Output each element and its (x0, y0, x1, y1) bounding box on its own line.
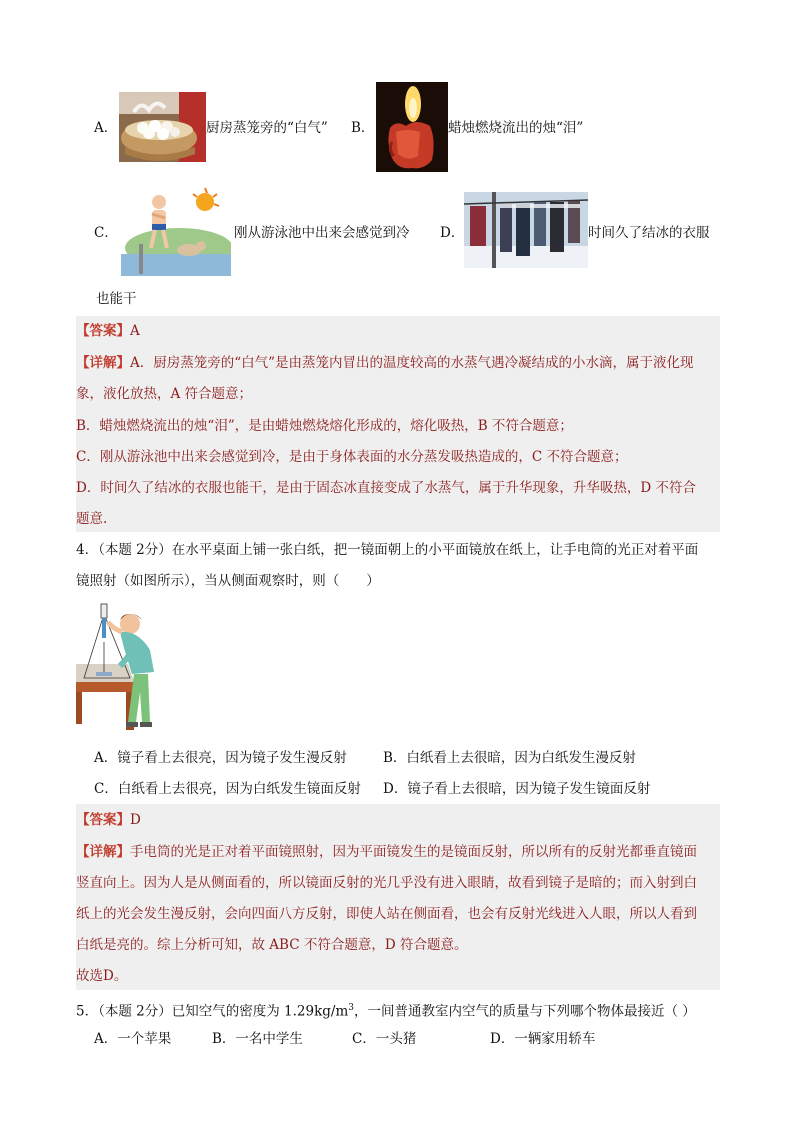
q4-option-b: B．白纸看上去很暗，因为白纸发生漫反射 (383, 750, 636, 766)
candle-photo (376, 82, 448, 172)
option-d-continuation: 也能干 (96, 291, 137, 307)
q5-stem-superscript: 3 (348, 1003, 354, 1013)
q3-detail-line-2: 象，液化放热，A 符合题意； (76, 386, 253, 402)
q4-answer-block (76, 804, 720, 990)
q5-option-d: D．一辆家用轿车 (490, 1031, 596, 1047)
answer-value: D (130, 812, 141, 828)
q3-detail-line-3: B．蜡烛燃烧流出的烛“泪”，是由蜡烛燃烧熔化形成的，熔化吸热，B 不符合题意； (76, 418, 573, 434)
option-c-letter: C． (94, 225, 118, 241)
steamer-photo (119, 92, 206, 162)
option-a-letter: A． (94, 120, 118, 136)
q4-option-a: A．镜子看上去很亮，因为镜子发生漫反射 (94, 750, 347, 766)
q4-detail-line-4: 白纸是亮的。综上分析可知，故 ABC 不符合题意，D 符合题意。 (76, 937, 468, 953)
option-a-text: 厨房蒸笼旁的“白气” (206, 120, 328, 136)
q5-stem (76, 999, 696, 1021)
detail-label: 【详解】 (76, 844, 130, 860)
q4-option-c: C．白纸看上去很亮，因为白纸发生镜面反射 (94, 781, 361, 797)
detail-text: 手电筒的光是正对着平面镜照射，因为平面镜发生的是镜面反射，所以所有的反射光都垂直镜面 (130, 844, 697, 860)
q5-option-b: B．一名中学生 (212, 1031, 303, 1047)
q4-detail-line-3: 纸上的光会发生漫反射，会向四面八方反射，即使人站在侧面看，也会有反射光线进入人眼，所以人看到 (76, 906, 697, 922)
detail-text: A．厨房蒸笼旁的“白气”是由蒸笼内冒出的温度较高的水蒸气遇冷凝结成的小水滴，属于液化现 (130, 355, 694, 371)
answer-label: 【答案】 (76, 812, 130, 828)
q3-detail-line-6: 题意. (76, 511, 108, 527)
q4-detail-line-5: 故选D。 (76, 968, 128, 984)
answer-value: A (130, 323, 140, 339)
q4-answer-line (76, 811, 141, 829)
q3-detail-line-5: D．时间久了结冰的衣服也能干，是由于固态冰直接变成了水蒸气，属于升华现象，升华吸热，D 不符合 (76, 480, 696, 496)
flashlight-boy-illustration (76, 602, 186, 732)
q5-option-a: A．一个苹果 (94, 1031, 172, 1047)
detail-label: 【详解】 (76, 355, 130, 371)
option-d-letter: D． (440, 225, 465, 241)
option-c-text: 刚从游泳池中出来会感觉到冷 (234, 225, 410, 241)
q4-stem-line-1: 4．（本题 2分）在水平桌面上铺一张白纸，把一镜面朝上的小平面镜放在纸上，让手电筒的光正对着平面 (76, 542, 699, 558)
q5-stem-part-2: ，一间普通教室内空气的质量与下列哪个物体最接近（ ） (353, 1003, 696, 1020)
option-d-text: 时间久了结冰的衣服 (588, 225, 710, 241)
frozen-clothes-photo (464, 192, 588, 268)
q3-detail-line-4: C．刚从游泳池中出来会感觉到冷，是由于身体表面的水分蒸发吸热造成的，C 不符合题意； (76, 449, 628, 465)
swimmer-illustration (119, 186, 231, 278)
q5-stem-part-1: 5．（本题 2分）已知空气的密度为 1.29kg/m (76, 1003, 349, 1020)
option-b-letter: B． (351, 120, 375, 136)
q3-detail-line-1 (76, 354, 694, 372)
option-b-text: 蜡烛燃烧流出的烛“泪” (448, 120, 584, 136)
answer-label: 【答案】 (76, 323, 130, 339)
q3-answer-line (76, 322, 140, 340)
q4-option-d: D．镜子看上去很暗，因为镜子发生镜面反射 (383, 781, 651, 797)
q4-stem-line-2: 镜照射（如图所示），当从侧面观察时，则（ ） (76, 573, 380, 589)
q5-option-c: C．一头猪 (352, 1031, 417, 1047)
q4-detail-line-1 (76, 843, 697, 861)
q4-detail-line-2: 竖直向上。因为人是从侧面看的，所以镜面反射的光几乎没有进入眼睛，故看到镜子是暗的；而入射到白 (76, 875, 697, 891)
